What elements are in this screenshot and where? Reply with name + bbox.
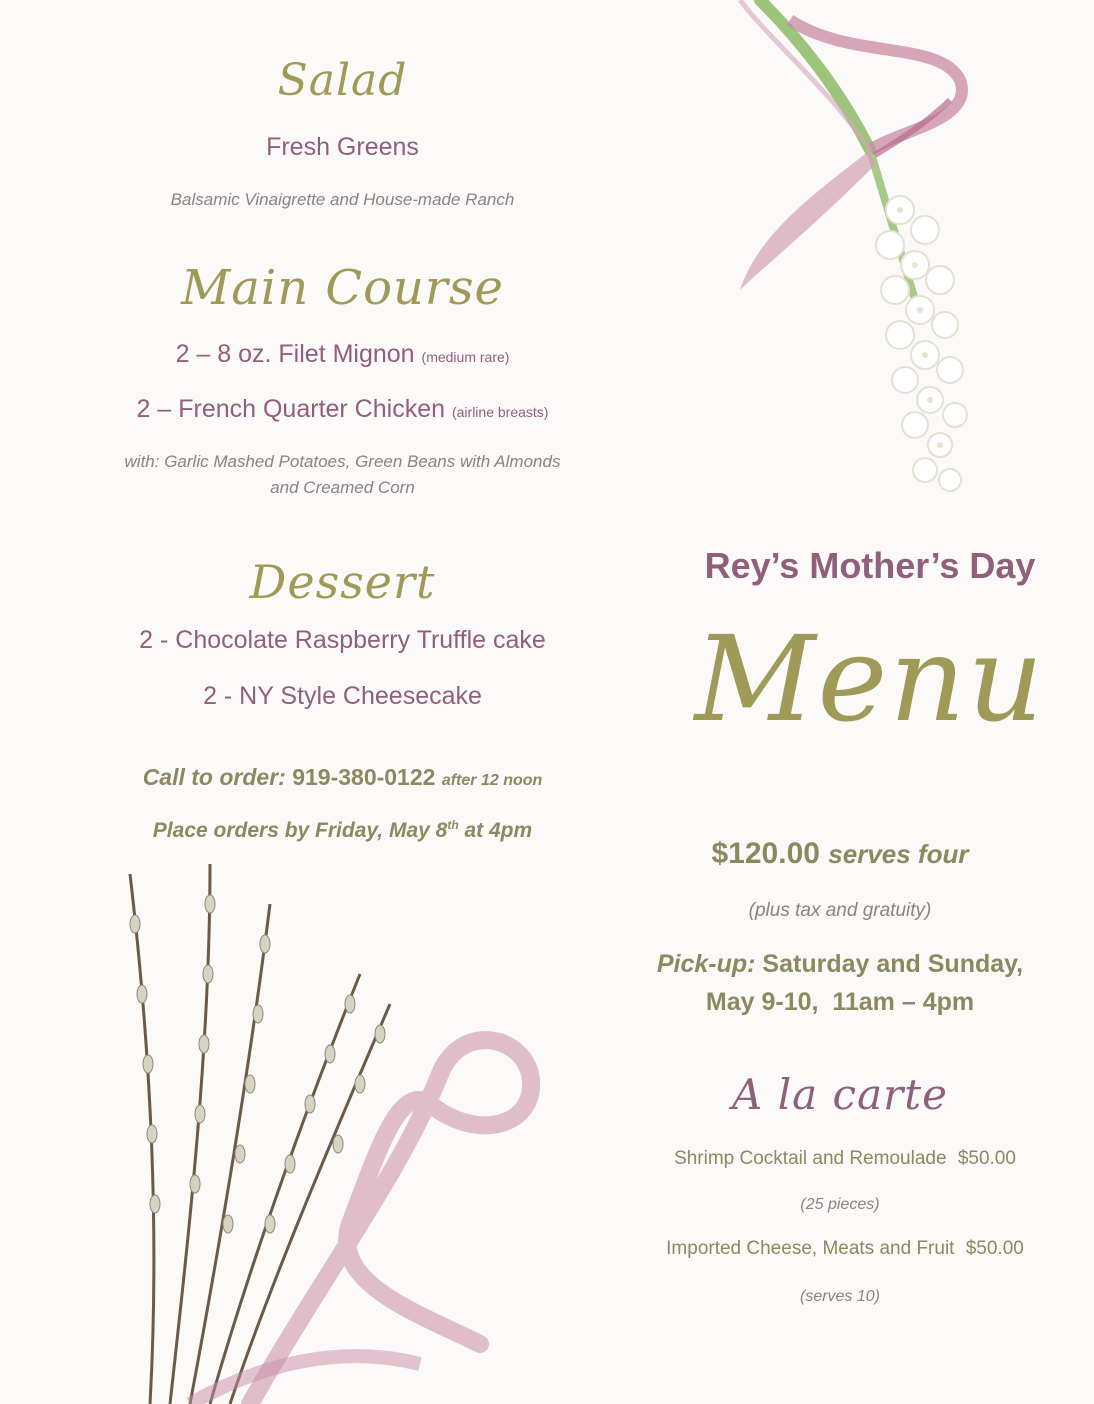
salad-item: Fresh Greens xyxy=(266,133,419,161)
carte-item-price: $50.00 xyxy=(965,1238,1024,1259)
deadline-sup: th xyxy=(447,818,459,832)
main-item-note: (medium rare) xyxy=(421,349,510,365)
carte-item-note: (25 pieces) xyxy=(800,1196,880,1213)
price-note: (plus tax and gratuity) xyxy=(748,900,932,921)
main-item-label: 2 – French Quarter Chicken xyxy=(136,395,446,423)
dessert-item: 2 - NY Style Cheesecake xyxy=(203,682,482,710)
a-la-carte-heading: A la carte xyxy=(732,1070,948,1119)
pickup-days: Saturday and Sunday, xyxy=(762,950,1024,978)
pickup-time: May 9-10, 11am – 4pm xyxy=(705,988,975,1016)
deadline-pre: Place orders by Friday, May 8 xyxy=(152,819,448,842)
order-deadline xyxy=(90,818,595,843)
main-sides-line1: with: Garlic Mashed Potatoes, Green Beans with Almonds xyxy=(124,452,561,471)
price-serves: serves four xyxy=(828,839,969,869)
salad-note: Balsamic Vinaigrette and House-made Ranch xyxy=(170,190,515,209)
main-item-note: (airline breasts) xyxy=(451,404,549,420)
hyacinth-ribbon-illustration xyxy=(700,0,1060,520)
menu-title-line1: Rey’s Mother’s Day xyxy=(704,545,1036,586)
carte-item-shrimp xyxy=(615,1148,1075,1170)
main-sides-line2: and Creamed Corn xyxy=(270,478,415,497)
dessert-item: 2 - Chocolate Raspberry Truffle cake xyxy=(139,626,546,654)
salad-heading: Salad xyxy=(277,55,408,106)
pussy-willow-ribbon-illustration xyxy=(100,844,660,1404)
phone-number[interactable]: 919-380-0122 xyxy=(292,764,436,790)
carte-item-note: (serves 10) xyxy=(799,1288,881,1305)
carte-item-label: Shrimp Cocktail and Remoulade xyxy=(674,1148,947,1169)
menu-title-script: Menu xyxy=(694,610,1046,748)
main-course-heading: Main Course xyxy=(181,260,504,316)
price-value: $120.00 xyxy=(711,837,820,870)
carte-item-label: Imported Cheese, Meats and Fruit xyxy=(666,1238,955,1259)
call-suffix: after 12 noon xyxy=(441,772,543,789)
deadline-post: at 4pm xyxy=(464,819,533,842)
carte-item-price: $50.00 xyxy=(957,1148,1016,1169)
dessert-heading: Dessert xyxy=(249,555,436,609)
call-to-order xyxy=(90,764,595,791)
price-line xyxy=(640,837,1040,871)
carte-item-cheese xyxy=(605,1238,1085,1260)
pickup-line1 xyxy=(620,950,1060,979)
main-item-chicken xyxy=(80,395,605,424)
main-item-filet xyxy=(100,340,585,369)
call-label: Call to order: xyxy=(142,764,286,790)
pickup-label: Pick-up: xyxy=(656,950,756,978)
main-item-label: 2 – 8 oz. Filet Mignon xyxy=(175,340,415,368)
